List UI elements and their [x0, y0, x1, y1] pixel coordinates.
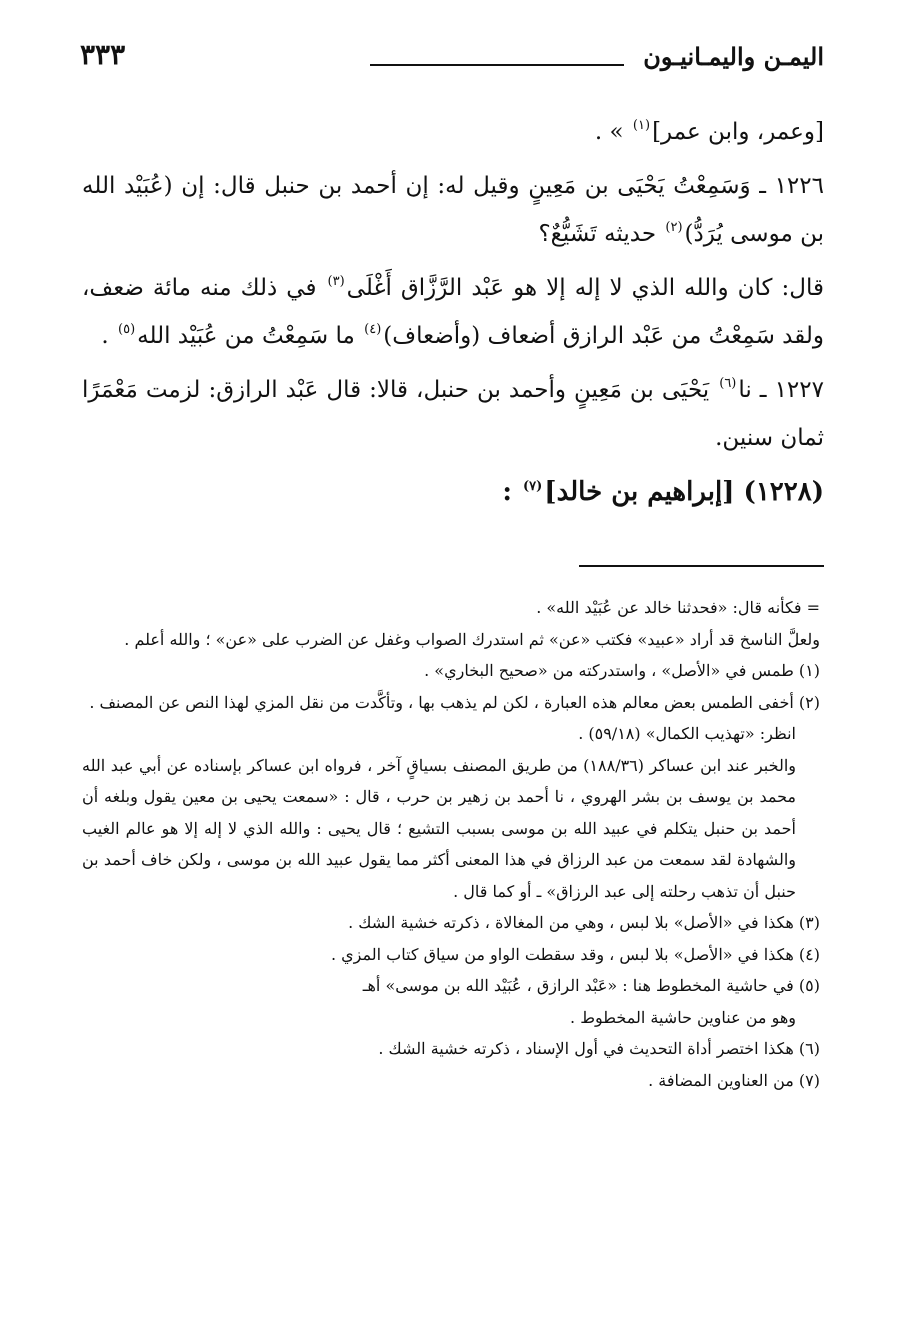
page-header: [80, 38, 824, 78]
narration-qal: قال: كان والله الذي لا إله إلا هو عَبْد الرَّزَّاق أَغْلَى$^{(٣)}$ في ذلك منه مائة ضعف، ولقد سَمِعْتُ من عَبْد الرازق أضعاف (وأضعاف)$^{(٤)}$ ما سَمِعْتُ من عُبَيْد الله$^{(٥)}$ .: [82, 274, 824, 349]
header-rule: [370, 64, 624, 66]
footnote-ref: (٥): [118, 322, 136, 337]
footnotes: [82, 592, 820, 1096]
footnote-separator: [579, 565, 824, 567]
continuation-line: [وعمر، وابن عمر]$^{(١)}$ » .: [594, 118, 824, 145]
footnote-ref: (٢): [665, 220, 683, 235]
footnote-ref: (٤): [364, 322, 382, 337]
footnote-7: (٧) من العناوين المضافة .: [648, 1070, 820, 1090]
footnote-4: (٤) هكذا في «الأصل» بلا لبس ، وقد سقطت الواو من سياق كتاب المزي .: [330, 944, 820, 964]
footnote-2-see: انظر: «تهذيب الكمال» (٥٩/١٨) .: [578, 724, 796, 743]
footnote-ref: (١): [632, 118, 651, 133]
footnote-2: (٢) أخفى الطمس بعض معالم هذه العبارة ، لكن لم يذهب بها ، وتأكَّدت من نقل المزي لهذا النص عن المصنف .: [89, 692, 820, 712]
page-number: ٣٣٣: [80, 38, 126, 71]
narration-1226: ١٢٢٦ ـ وَسَمِعْتُ يَحْيَى بن مَعِينٍ وقيل له: إن أحمد بن حنبل قال: إن (عُبَيْد الله بن موسى يُرَدُّ)$^{(٢)}$ حديثه تَشَيُّعٌ؟: [82, 173, 824, 247]
footnote-continuation: ولعلَّ الناسخ قد أراد «عبيد» فكتب «عن» ثم استدرك الصواب وغفل عن الضرب على «عن» ؛ والله أعلم .: [124, 629, 820, 649]
footnote-continuation: = فكأنه قال: «فحدثنا خالد عن عُبَيْد الله» .: [536, 598, 820, 617]
main-text: [82, 108, 824, 516]
footnote-1: (١) طمس في «الأصل» ، واستدركته من «صحيح البخاري» .: [424, 661, 820, 680]
footnote-3: (٣) هكذا في «الأصل» بلا لبس ، وهي من المغالاة ، ذكرته خشية الشك .: [348, 913, 820, 932]
footnote-ref: (٣): [327, 274, 345, 289]
footnote-6: (٦) هكذا اختصر أداة التحديث في أول الإسناد ، ذكرته خشية الشك .: [378, 1039, 820, 1058]
footnote-5: (٥) في حاشية المخطوط هنا : «عَبْد الرازق ، عُبَيْد الله بن موسى» أهـ: [362, 976, 820, 995]
narration-1227: ١٢٢٧ ـ نا$^{(٦)}$ يَحْيَى بن مَعِينٍ وأحمد بن حنبل، قالا: قال عَبْد الرازق: لزمت مَعْمَرًا ثمان سنين.: [82, 376, 824, 451]
footnote-ref: (٦): [719, 376, 737, 391]
footnote-5-more: وهو من عناوين حاشية المخطوط .: [570, 1007, 796, 1027]
section-heading-1228: (١٢٢٨) [إبراهيم بن خالد]$^{(٧)}$ :: [502, 477, 824, 507]
running-title: اليمـن واليمـانيـون: [643, 42, 824, 71]
footnote-ref: (٧): [522, 479, 543, 494]
footnote-2-more: والخبر عند ابن عساكر (١٨٨/٣٦) من طريق المصنف بسياقٍ آخر ، فرواه ابن عساكر بإسناده عن أبي عبد الله محمد بن يوسف بن بشر الهروي ، نا أحمد بن زهير بن حرب ، قال : «سمعت يحيى بن معين يقول وبلغه أن أحمد بن حنبل يتكلم في عبيد الله بن موسى بسبب التشيع ؛ قال يحيى : والله الذي لا إله إلا هو عالم الغيب والشهادة لقد سمعت من عبد الرزاق في هذا المعنى أكثر مما يقول عبيد الله بن موسى ، ولكن خاف أحمد بن حنبل أن تذهب رحلته إلى عبد الرزاق» ـ أو كما قال .: [82, 755, 797, 901]
